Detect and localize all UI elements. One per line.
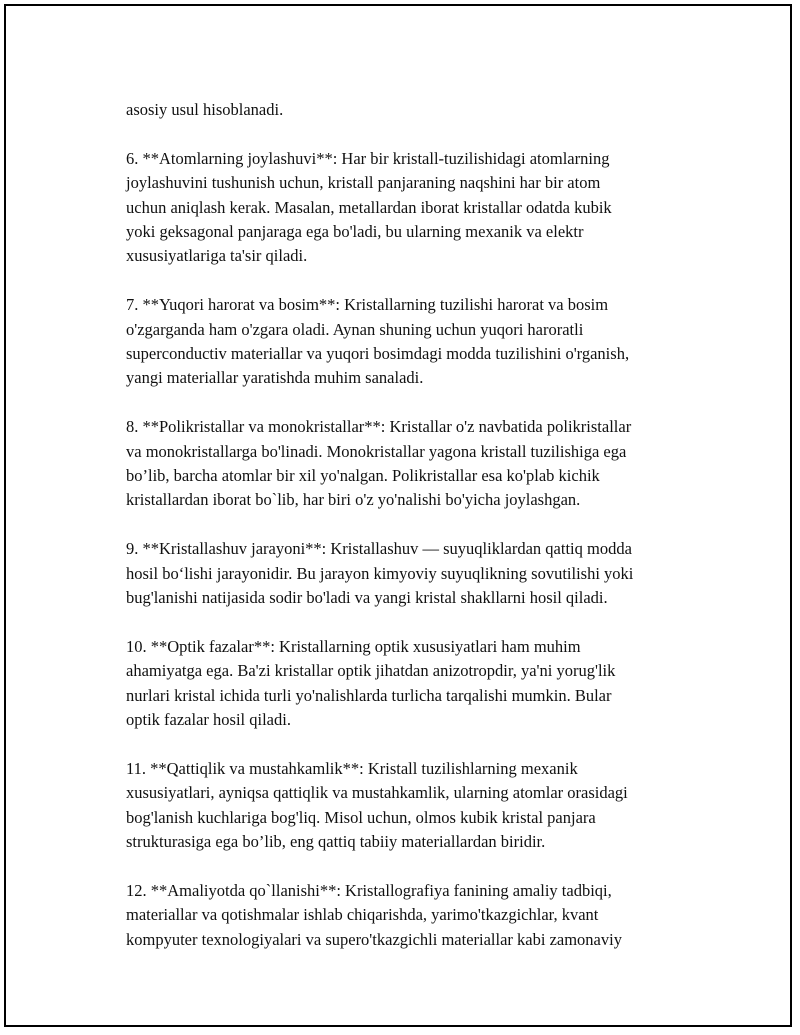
paragraph-9-kristallashuv (126, 537, 706, 610)
text-line: bog'lanish kuchlariga bog'liq. Misol uchun, olmos kubik kristal panjara (126, 807, 596, 827)
text-line: 6. **Atomlarning joylashuvi**: Har bir kristall-tuzilishidagi atomlarning (126, 148, 610, 168)
text-line: nurlari kristal ichida turli yo'nalishlarda turlicha tarqalishi mumkin. Bular (126, 685, 612, 705)
text-line: kristallardan iborat bo`lib, har biri o'z yo'nalishi bo'yicha joylashgan. (126, 490, 581, 510)
paragraph-8-polikristallar (126, 415, 706, 513)
paragraph-11-qattiqlik (126, 757, 706, 855)
text-line: 9. **Kristallashuv jarayoni**: Kristallashuv — suyuqliklardan qattiq modda (126, 539, 632, 559)
text-line: bug'lanishi natijasida sodir bo'ladi va yangi kristal shakllarni hosil qiladi. (126, 588, 608, 608)
text-line: 11. **Qattiqlik va mustahkamlik**: Kristall tuzilishlarning mexanik (126, 758, 578, 778)
text-line: asosiy usul hisoblanadi. (126, 100, 284, 119)
page-frame (4, 4, 792, 1027)
paragraph-12-amaliyotda (126, 879, 706, 952)
text-line: xususiyatlari, ayniqsa qattiqlik va mustahkamlik, ularning atomlar orasidagi (126, 783, 628, 803)
text-line: bo’lib, barcha atomlar bir xil yo'nalgan. Polikristallar esa ko'plab kichik (126, 466, 600, 486)
text-line: superconductiv materiallar va yuqori bosimdagi modda tuzilishini o'rganish, (126, 344, 630, 364)
text-line: strukturasiga ega bo’lib, eng qattiq tabiiy materiallardan biridir. (126, 832, 546, 852)
text-line: o'zgarganda ham o'zgara oladi. Aynan shuning uchun yuqori haroratli (126, 319, 584, 339)
text-line: yoki geksagonal panjaraga ega bo'ladi, bu ularning mexanik va elektr (126, 222, 584, 242)
text-line: kompyuter texnologiyalari va supero'tkazgichli materiallar kabi zamonaviy (126, 929, 622, 949)
text-line: 12. **Amaliyotda qo`llanishi**: Kristallografiya fanining amaliy tadbiqi, (126, 880, 612, 900)
text-line: uchun aniqlash kerak. Masalan, metallardan iborat kristallar odatda kubik (126, 197, 612, 217)
text-line: joylashuvini tushunish uchun, kristall panjaraning naqshini har bir atom (126, 173, 601, 193)
text-line: yangi materiallar yaratishda muhim sanaladi. (126, 368, 424, 388)
text-line: xususiyatlariga ta'sir qiladi. (126, 246, 308, 266)
paragraph-intro (126, 98, 706, 122)
paragraph-6-atomlarning-joylashuvi (126, 147, 706, 269)
text-line: va monokristallarga bo'linadi. Monokristallar yagona kristall tuzilishiga ega (126, 441, 627, 461)
text-line: 7. **Yuqori harorat va bosim**: Kristallarning tuzilishi harorat va bosim (126, 295, 609, 315)
text-line: 10. **Optik fazalar**: Kristallarning optik xususiyatlari ham muhim (126, 636, 581, 656)
document-body (126, 98, 706, 977)
text-line: materiallar va qotishmalar ishlab chiqarishda, yarimo'tkazgichlar, kvant (126, 905, 599, 925)
text-line: hosil bo‘lishi jarayonidir. Bu jarayon kimyoviy suyuqlikning sovutilishi yoki (126, 563, 634, 583)
text-line: ahamiyatga ega. Ba'zi kristallar optik jihatdan anizotropdir, ya'ni yorug'lik (126, 661, 616, 681)
text-line: 8. **Polikristallar va monokristallar**: Kristallar o'z navbatida polikristallar (126, 417, 632, 437)
text-line: optik fazalar hosil qiladi. (126, 710, 291, 730)
paragraph-7-yuqori-harorat (126, 293, 706, 391)
paragraph-10-optik-fazalar (126, 635, 706, 733)
